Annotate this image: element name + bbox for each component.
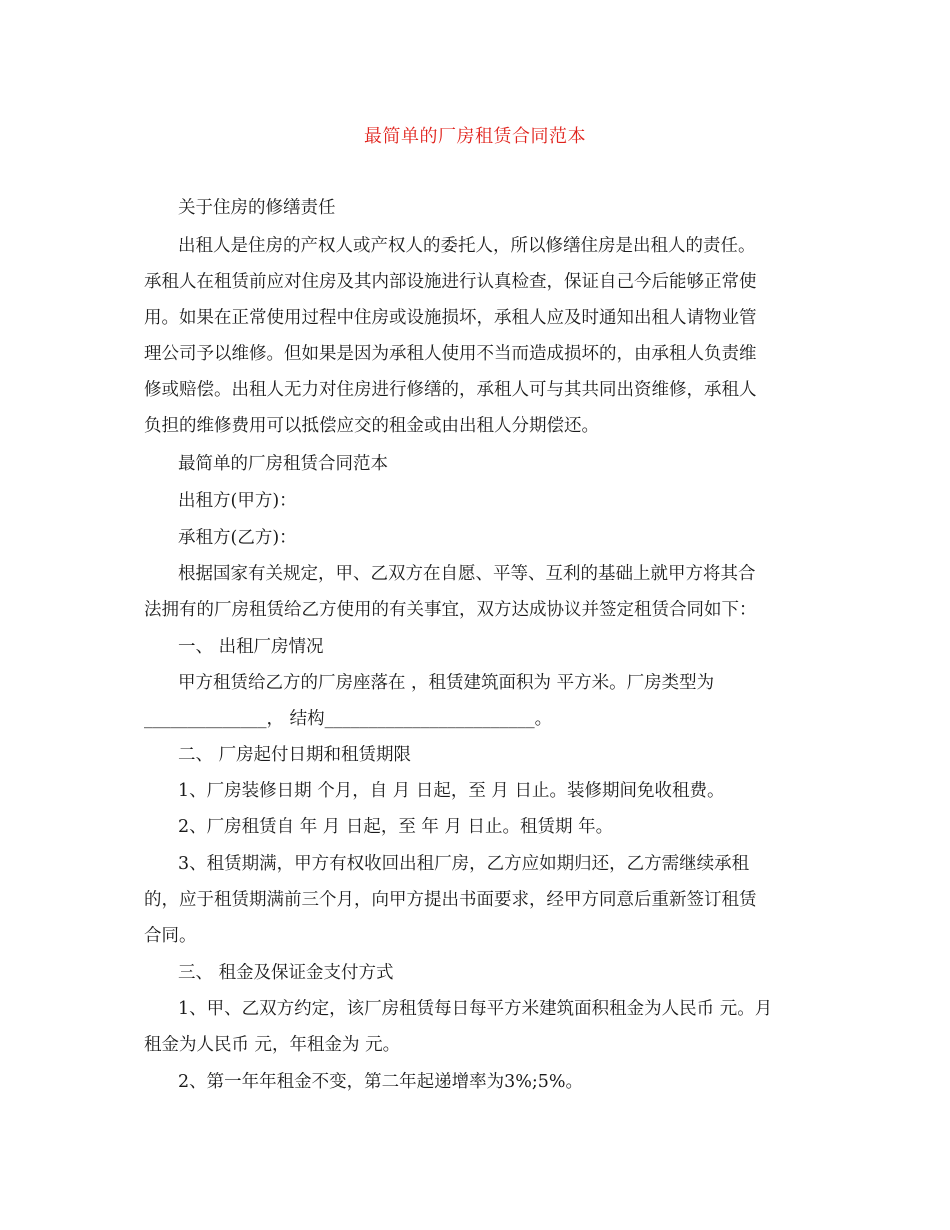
document-title: 最简单的厂房租赁合同范本 [364, 126, 586, 147]
paragraph-line: 根据国家有关规定，甲、乙双方在自愿、平等、互利的基础上就甲方将其合 [178, 564, 756, 584]
clause-line: 的，应于租赁期满前三个月，向甲方提出书面要求，经甲方同意后重新签订租赁 [144, 890, 757, 910]
lessee-line: 承租方(乙方)： [178, 528, 297, 548]
section-heading-3: 三、 租金及保证金支付方式 [178, 963, 394, 983]
clause-line: 1、厂房装修日期 个月，自 月 日起，至 月 日止。装修期间免收租费。 [178, 781, 725, 801]
paragraph-line: 甲方租赁给乙方的厂房座落在 ，租赁建筑面积为 平方米。厂房类型为 [178, 673, 715, 693]
paragraph-line: 承租人在租赁前应对住房及其内部设施进行认真检查，保证自己今后能够正常使 [144, 272, 757, 292]
clause-line: 租金为人民币 元，年租金为 元。 [144, 1035, 401, 1055]
paragraph-line: 法拥有的厂房租赁给乙方使用的有关事宜，双方达成协议并签定租赁合同如下： [144, 600, 757, 620]
contract-heading: 最简单的厂房租赁合同范本 [178, 454, 388, 474]
lessor-line: 出租方(甲方)： [178, 491, 297, 511]
clause-line: 合同。 [144, 926, 197, 946]
paragraph-line: 负担的维修费用可以抵偿应交的租金或由出租人分期偿还。 [144, 416, 599, 436]
paragraph-line: 理公司予以维修。但如果是因为承租人使用不当而造成损坏的，由承租人负责维 [144, 344, 757, 364]
blank-fields-line: ______________， 结构________________________。 [144, 709, 553, 729]
paragraph-line: 用。如果在正常使用过程中住房或设施损坏，承租人应及时通知出租人请物业管 [144, 308, 757, 328]
section-heading-1: 一、 出租厂房情况 [178, 637, 324, 657]
clause-line: 2、第一年年租金不变，第二年起递增率为3%;5%。 [178, 1072, 584, 1092]
paragraph-line: 修或赔偿。出租人无力对住房进行修缮的，承租人可与其共同出资维修，承租人 [144, 380, 757, 400]
section-heading-2: 二、 厂房起付日期和租赁期限 [178, 745, 412, 765]
clause-line: 3、租赁期满，甲方有权收回出租厂房，乙方应如期归还，乙方需继续承租 [178, 854, 750, 874]
paragraph-line: 出租人是住房的产权人或产权人的委托人，所以修缮住房是出租人的责任。 [178, 236, 756, 256]
clause-line: 2、厂房租赁自 年 月 日起，至 年 月 日止。租赁期 年。 [178, 817, 614, 837]
section-heading-repair: 关于住房的修缮责任 [178, 198, 336, 218]
clause-line: 1、甲、乙双方约定，该厂房租赁每日每平方米建筑面积租金为人民币 元。月 [178, 999, 773, 1019]
